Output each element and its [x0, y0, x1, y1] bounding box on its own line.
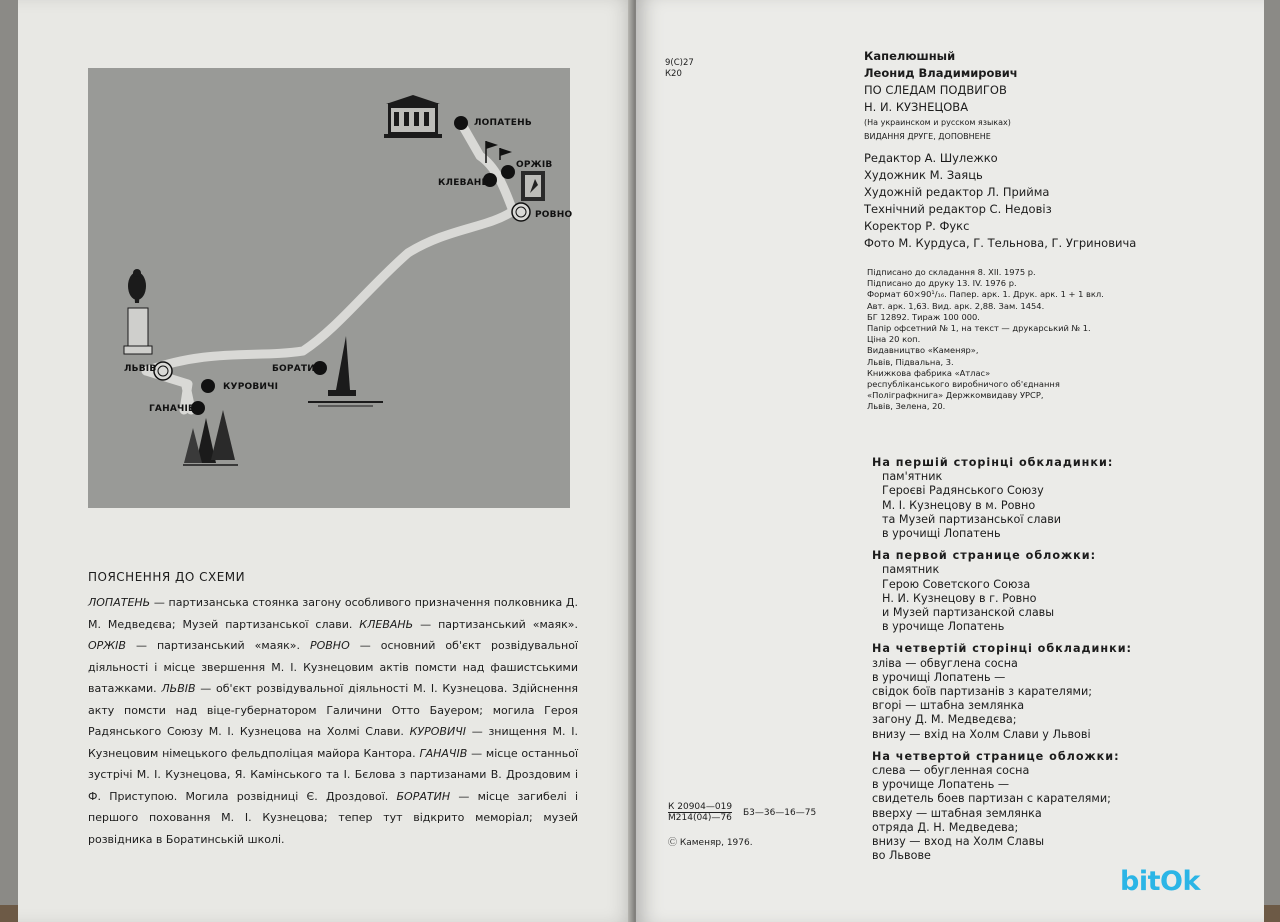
cover-note-line: внизу — вход на Холм Славы: [872, 835, 1045, 849]
publication-line: республіканського виробничого об'єднання: [867, 379, 1060, 390]
staff-line: Художній редактор Л. Прийма: [864, 185, 1050, 199]
credits-block: [864, 48, 1136, 252]
legend-body: [88, 592, 578, 850]
cover-note-line: в урочищі Лопатень —: [872, 670, 1006, 684]
staff-line: Художник М. Заяць: [864, 168, 983, 182]
route-map-drawing: [88, 68, 573, 508]
publication-details: [867, 267, 1104, 413]
cover-note-heading: На первой странице обложки:: [872, 549, 1097, 563]
museum-building-icon: [384, 95, 442, 138]
cover-note-line: та Музей партизанської слави: [882, 512, 1062, 526]
publication-line: Книжкова фабрика «Атлас»: [867, 367, 991, 378]
cover-note-line: отряда Д. Н. Медведева;: [872, 820, 1019, 834]
cover-note-line: в урочищі Лопатень: [882, 527, 1001, 541]
cover-note-line: памятник: [882, 563, 940, 577]
left-page: [18, 0, 638, 922]
staff-line: Технічний редактор С. Недовіз: [864, 202, 1052, 216]
publication-line: «Поліграфкнига» Держкомвидаву УРСР,: [867, 390, 1044, 401]
book-title-line1: ПО СЛЕДАМ ПОДВИГОВ: [864, 83, 1007, 97]
route-map: [88, 68, 573, 508]
legend-place-name: КЛЕВАНЬ: [359, 617, 414, 631]
legend-description: — партизанський «маяк».: [125, 639, 310, 652]
publication-line: Ціна 20 коп.: [867, 334, 921, 345]
legend-description: — партизанський «маяк».: [413, 617, 578, 631]
city-label-kurovychi: КУРОВИЧІ: [223, 382, 279, 392]
catalog-code-top: К 20904—019: [668, 802, 733, 812]
cover-notes: [872, 456, 1132, 863]
legend-place-name: ЛОПАТЕНЬ: [88, 596, 151, 609]
rovno-memorial-icon: [521, 171, 545, 201]
cover-note-heading: На четвертой странице обложки:: [872, 749, 1120, 763]
book-title-line2: Н. И. КУЗНЕЦОВА: [864, 100, 969, 114]
catalog-code-right: Б3—36—16—75: [742, 807, 817, 818]
staff-line: Фото М. Курдуса, Г. Тельнова, Г. Угриновича: [864, 236, 1137, 250]
staff-line: Коректор Р. Фукс: [864, 219, 970, 233]
orzhiv-dot: [501, 165, 515, 179]
legend-title: ПОЯСНЕННЯ ДО СХЕМИ: [88, 570, 246, 584]
legend-place-name: БОРАТИН: [396, 789, 451, 803]
cover-note-line: внизу — вхід на Холм Слави у Львові: [872, 727, 1091, 741]
legend-description: — об'єкт розвідувальної діяльності М. І. Кузнецова. Здійснення акту помсти над віце-губернатором Галичини Отто Бауером; могила Героя Радянського Союзу М. І. Кузнецова на Холмі Слави.: [88, 682, 579, 738]
legend-place-name: РОВНО: [309, 639, 350, 652]
kurovychi-dot: [201, 379, 215, 393]
catalog-code-bottom: М214(04)—76: [668, 813, 732, 823]
cover-note-line: Героєві Радянського Союзу: [882, 484, 1044, 498]
lopaten-dot: [454, 116, 468, 130]
cover-note-line: в урочище Лопатень —: [872, 778, 1010, 792]
cover-note-line: слева — обугленная сосна: [872, 764, 1030, 778]
city-label-rovno: РОВНО: [535, 210, 573, 220]
cover-note-line: вгорі — штабна землянка: [872, 699, 1025, 713]
cover-note-line: Н. И. Кузнецову в г. Ровно: [882, 591, 1037, 605]
legend-description: — знищення М. І. Кузнецовим німецького фельдполіцая майора Кантора.: [88, 725, 578, 760]
edition-note: ВИДАННЯ ДРУГЕ, ДОПОВНЕНЕ: [864, 132, 991, 141]
legend-description: — партизанська стоянка загону особливого призначення полковника Д. М. Медведєва; Музей партизанської слави.: [88, 596, 578, 631]
legend-description: — місце останньої зустрічі М. І. Кузнецова, Я. Камінського та І. Бєлова з партизанами В. Дроздовим і Ф. Приступою. Могила розвідниці Є. Дроздової.: [88, 746, 578, 803]
right-page: [636, 0, 1264, 922]
forest-icon: [183, 410, 238, 465]
legend-place-name: КУРОВИЧІ: [409, 725, 466, 738]
cover-note-line: свідок боїв партизанів з карателями;: [872, 685, 1093, 699]
legend-place-name: ОРЖІВ: [88, 639, 126, 652]
staff-line: Редактор А. Шулежко: [864, 151, 998, 165]
cover-note-line: М. І. Кузнецову в м. Ровно: [882, 498, 1036, 512]
monument-statue-icon: [124, 269, 152, 354]
city-label-lviv: ЛЬВІВ: [124, 364, 157, 374]
cover-note-heading: На четвертій сторінці обкладинки:: [872, 642, 1133, 656]
city-label-klevan: КЛЕВАНЬ: [438, 178, 489, 188]
cover-note-line: зліва — обвуглена сосна: [872, 656, 1018, 670]
publication-line: Папір офсетний № 1, на текст — друкарський № 1.: [867, 323, 1091, 334]
publication-line: Підписано до складання 8. XII. 1975 р.: [867, 267, 1036, 277]
legend-description: — місце загибелі і першого поховання М. І. Кузнецова; тепер тут відкрито меморіал; музей розвідника в Боратинській школі.: [88, 789, 579, 846]
legend-place-name: ГАНАЧІВ: [419, 746, 468, 760]
publication-line: Формат 60×90¹/₁₆. Папер. арк. 1. Друк. арк. 1 + 1 вкл.: [867, 289, 1104, 300]
watermark-logo: bitOk: [1120, 866, 1200, 897]
udc-line: 9(С)27: [665, 58, 694, 68]
city-label-boratyn: БОРАТИН: [272, 364, 323, 374]
cover-note-line: во Львове: [872, 849, 931, 863]
publication-line: Підписано до друку 13. IV. 1976 р.: [867, 278, 1017, 289]
author-surname: Капелюшный: [864, 49, 956, 63]
legend-description: — основний об'єкт розвідувальної діяльності і місце звершення М. І. Кузнецовим актів помсти над фашистськими ватажками.: [88, 639, 578, 695]
cover-note-line: вверху — штабная землянка: [872, 806, 1042, 820]
cover-note-line: загону Д. М. Медведєва;: [872, 713, 1017, 727]
publication-line: Львів, Підвальна, 3.: [867, 356, 954, 367]
copyright: Ⓒ Каменяр, 1976.: [668, 838, 753, 848]
author-name: Леонид Владимирович: [864, 66, 1018, 80]
publication-line: БГ 12892. Тираж 100 000.: [867, 311, 980, 322]
cover-note-line: пам'ятник: [882, 470, 943, 484]
publication-line: Авт. арк. 1,63. Вид. арк. 2,88. Зам. 1454.: [867, 300, 1045, 311]
udc-code: [665, 58, 694, 80]
city-label-ganachiv: ГАНАЧІВ: [149, 404, 196, 414]
city-label-lopaten: ЛОПАТЕНЬ: [474, 118, 532, 128]
cover-note-line: в урочище Лопатень: [882, 620, 1005, 634]
cover-note-line: Герою Советского Союза: [882, 577, 1031, 591]
legend-place-name: ЛЬВІВ: [161, 682, 196, 695]
udc-line: К20: [665, 69, 682, 79]
cover-note-line: и Музей партизанской славы: [882, 606, 1055, 620]
publication-line: Львів, Зелена, 20.: [867, 401, 946, 412]
language-note: (На украинском и русском языках): [864, 118, 1011, 127]
catalog-code: [668, 802, 816, 823]
cover-note-heading: На першій сторінці обкладинки:: [872, 456, 1114, 469]
city-label-orzhiv: ОРЖІВ: [516, 160, 553, 170]
publication-line: Видавництво «Каменяр»,: [867, 345, 979, 356]
cover-note-line: свидетель боев партизан с карателями;: [872, 792, 1111, 806]
